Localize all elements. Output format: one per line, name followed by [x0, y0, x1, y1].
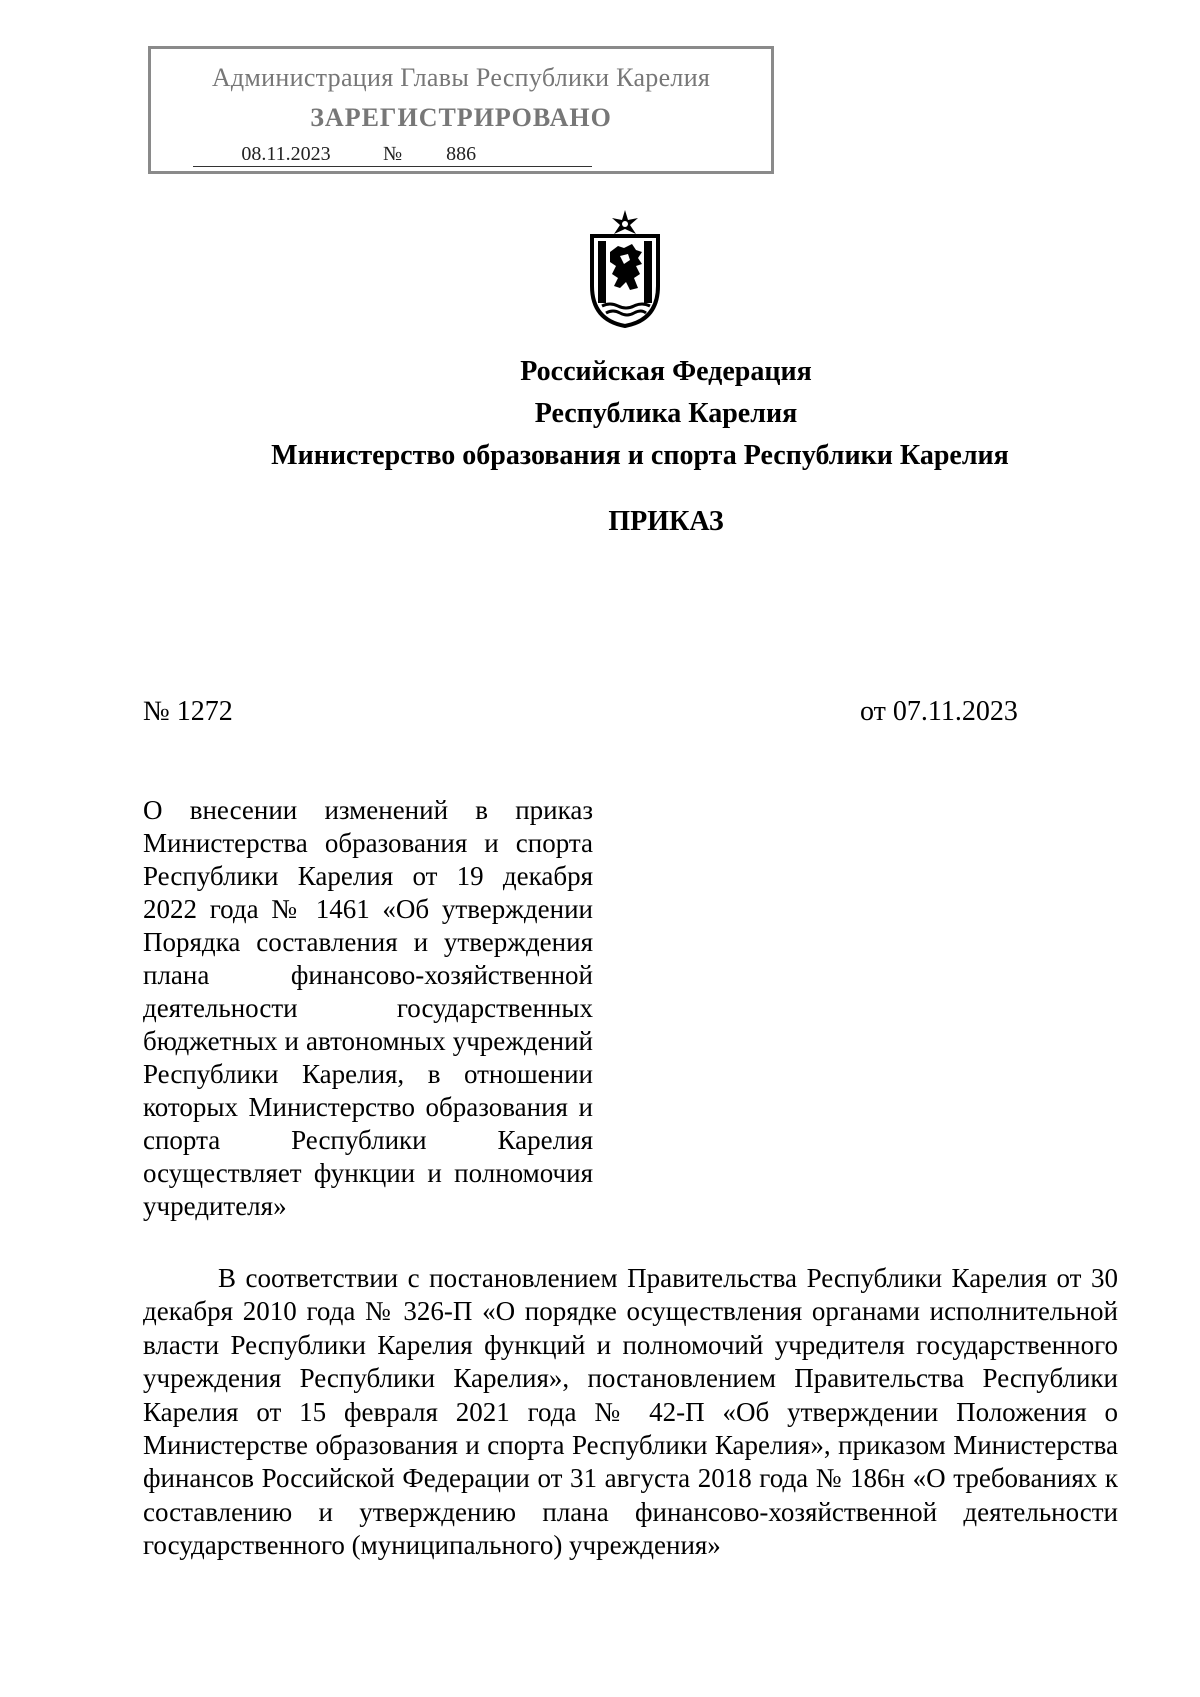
stamp-organization: Администрация Главы Республики Карелия	[211, 63, 711, 92]
karelia-coat-of-arms-icon	[580, 208, 670, 328]
document-number: № 1272	[143, 696, 233, 727]
stamp-number: 886	[406, 143, 592, 167]
header-ministry: Министерство образования и спорта Республики Карелия	[271, 440, 1009, 471]
document-type: ПРИКАЗ	[608, 506, 724, 537]
registration-stamp	[148, 46, 774, 174]
header-republic: Республика Карелия	[534, 398, 798, 429]
header-country: Российская Федерация	[520, 356, 812, 387]
stamp-date: 08.11.2023	[193, 143, 379, 167]
stamp-status: ЗАРЕГИСТРИРОВАНО	[310, 103, 612, 132]
stamp-registration-line	[193, 143, 592, 167]
document-date: от 07.11.2023	[860, 696, 1018, 727]
document-subject: О внесении изменений в приказ Министерства образования и спорта Республики Карелия от 19 декабря 2022 года № 1461 «Об утверждении Порядка составления и утверждения плана финансово-хозяйственной деятельности государственных бюджетных и автономных учреждений Республики Карелия, в отношении которых Министерство образования и спорта Республики Карелия осуществляет функции и полномочия учредителя»	[143, 795, 593, 1221]
document-body-paragraph: В соответствии с постановлением Правительства Республики Карелия от 30 декабря 2010 года № 326-П «О порядке осуществления органами исполнительной власти Республики Карелия функций и полномочий учредителя государственного учреждения Республики Карелия», постановлением Правительства Республики Карелия от 15 февраля 2021 года № 42-П «Об утверждении Положения о Министерстве образования и спорта Республики Карелия», приказом Министерства финансов Российской Федерации от 31 августа 2018 года № 186н «О требованиях к составлению и утверждению плана финансово-хозяйственной деятельности государственного (муниципального) учреждения»	[143, 1263, 1118, 1561]
stamp-number-sign: №	[379, 143, 406, 167]
